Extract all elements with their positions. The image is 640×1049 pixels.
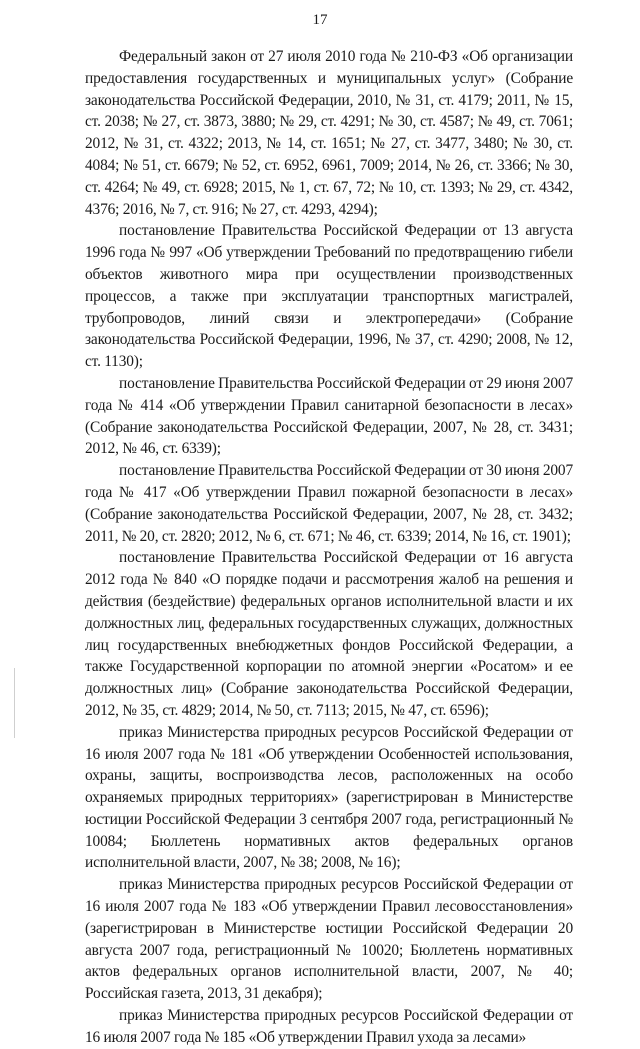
paragraph-resolution-414: постановление Правительства Российской Федерации от 29 июня 2007 года № 414 «Об утверждении Правил санитарной безопасности в лесах» (Собрание законодательства Российской Федерации, 2007, № 28, ст. 3431; 2012, № 46, ст. 6339); bbox=[85, 374, 573, 458]
paragraph-order-185: приказ Министерства природных ресурсов Российской Федерации от 16 июля 2007 года № 185 «Об утверждении Правил ухода за лесами» bbox=[85, 1007, 573, 1046]
paragraph-order-181: приказ Министерства природных ресурсов Российской Федерации от 16 июля 2007 года № 181 «Об утверждении Особенностей использования, охраны, защиты, воспроизводства лесов, расположенных на особо охраняемых природных территориях» (зарегистрирован в Министерстве юстиции Российской Федерации 3 сентября 2007 года, регистрационный № 10084; Бюллетень нормативных актов федеральных органов исполнительной власти, 2007, № 38; 2008, № 16); bbox=[85, 723, 573, 872]
paragraph-resolution-997: постановление Правительства Российской Федерации от 13 августа 1996 года № 997 «Об утверждении Требований по предотвращению гибели объектов животного мира при осуществлении производственных процессов, а также при эксплуатации транспортных магистралей, трубопроводов, линий связи и электропередачи» (Собрание законодательства Российской Федерации, 1996, № 37, ст. 4290; 2008, № 12, ст. 1130); bbox=[85, 222, 573, 371]
paragraph-resolution-840: постановление Правительства Российской Федерации от 16 августа 2012 года № 840 «О порядке подачи и рассмотрения жалоб на решения и действия (бездействие) федеральных органов исполнительной власти и их должностных лиц, федеральных государственных служащих, должностных лиц государственных внебюджетных фондов Российской Федерации, а также Государственной корпорации по атомной энергии «Росатом» и ее должностных лиц» (Собрание законодательства Российской Федерации, 2012, № 35, ст. 4829; 2014, № 50, ст. 7113; 2015, № 47, ст. 6596); bbox=[85, 549, 573, 719]
paragraph-federal-law-210: Федеральный закон от 27 июля 2010 года № 210-ФЗ «Об организации предоставления государственных и муниципальных услуг» (Собрание законодательства Российской Федерации, 2010, № 31, ст. 4179; 2011, № 15, ст. 2038; № 27, ст. 3873, 3880; № 29, ст. 4291; № 30, ст. 4587; № 49, ст. 7061; 2012, № 31, ст. 4322; 2013, № 14, ст. 1651; № 27, ст. 3477, 3480; № 30, ст. 4084; № 51, ст. 6679; № 52, ст. 6952, 6961, 7009; 2014, № 26, ст. 3366; № 30, ст. 4264; № 49, ст. 6928; 2015, № 1, ст. 67, 72; № 10, ст. 1393; № 29, ст. 4342, 4376; 2016, № 7, ст. 916; № 27, ст. 4293, 4294); bbox=[85, 48, 573, 218]
document-body bbox=[85, 46, 573, 1049]
page-number: 17 bbox=[312, 12, 328, 28]
paragraph-resolution-417: постановление Правительства Российской Федерации от 30 июня 2007 года № 417 «Об утверждении Правил пожарной безопасности в лесах» (Собрание законодательства Российской Федерации, 2007, № 28, ст. 3432; 2011, № 20, ст. 2820; 2012, № 6, ст. 671; № 46, ст. 6339; 2014, № 16, ст. 1901); bbox=[85, 462, 573, 545]
paragraph-order-183: приказ Министерства природных ресурсов Российской Федерации от 16 июля 2007 года № 183 «Об утверждении Правил лесовосстановления» (зарегистрирован в Министерстве юстиции Российской Федерации 20 августа 2007 года, регистрационный № 10020; Бюллетень нормативных актов федеральных органов исполнительной власти, 2007, № 40; Российская газета, 2013, 31 декабря); bbox=[85, 876, 573, 1003]
scan-artifact bbox=[14, 668, 15, 738]
